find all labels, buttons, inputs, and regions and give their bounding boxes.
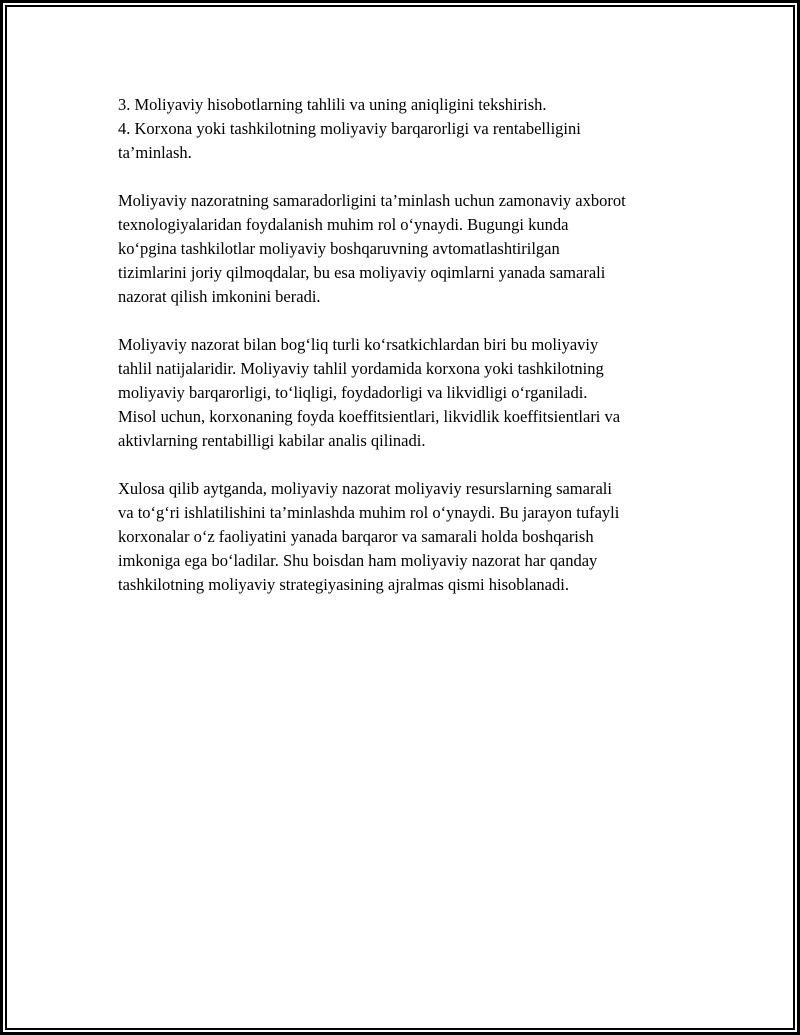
- list-item-3: 3. Moliyaviy hisobotlarning tahlili va uning aniqligini tekshirish.: [118, 95, 547, 114]
- list-item-4-continuation: ta’minlash.: [118, 143, 192, 162]
- paragraph-line: tashkilotning moliyaviy strategiyasining ajralmas qismi hisoblanadi.: [118, 575, 569, 594]
- paragraph-financial-analysis: [118, 333, 698, 453]
- list-block: [118, 93, 698, 165]
- paragraph-line: ko‘pgina tashkilotlar moliyaviy boshqaruvning avtomatlashtirilgan: [118, 239, 560, 258]
- paragraph-line: korxonalar o‘z faoliyatini yanada barqaror va samarali holda boshqarish: [118, 527, 594, 546]
- paragraph-line: Moliyaviy nazorat bilan bog‘liq turli ko‘rsatkichlardan biri bu moliyaviy: [118, 335, 599, 354]
- paragraph-information-technology: [118, 189, 698, 309]
- document-body: [118, 93, 698, 621]
- paragraph-line: moliyaviy barqarorligi, to‘liqligi, foydadorligi va likvidligi o‘rganiladi.: [118, 383, 588, 402]
- paragraph-line: Xulosa qilib aytganda, moliyaviy nazorat moliyaviy resurslarning samarali: [118, 479, 612, 498]
- paragraph-line: tizimlarini joriy qilmoqdalar, bu esa moliyaviy oqimlarni yanada samarali: [118, 263, 606, 282]
- paragraph-line: Moliyaviy nazoratning samaradorligini ta’minlash uchun zamonaviy axborot: [118, 191, 626, 210]
- paragraph-line: Misol uchun, korxonaning foyda koeffitsientlari, likvidlik koeffitsientlari va: [118, 407, 621, 426]
- paragraph-line: tahlil natijalaridir. Moliyaviy tahlil yordamida korxona yoki tashkilotning: [118, 359, 604, 378]
- paragraph-line: imkoniga ega bo‘ladilar. Shu boisdan ham moliyaviy nazorat har qanday: [118, 551, 598, 570]
- list-item-4: 4. Korxona yoki tashkilotning moliyaviy barqarorligi va rentabelligini: [118, 119, 581, 138]
- paragraph-line: texnologiyalaridan foydalanish muhim rol o‘ynaydi. Bugungi kunda: [118, 215, 569, 234]
- paragraph-line: aktivlarning rentabilligi kabilar analis qilinadi.: [118, 431, 426, 450]
- paragraph-line: nazorat qilish imkonini beradi.: [118, 287, 321, 306]
- paragraph-line: va to‘g‘ri ishlatilishini ta’minlashda muhim rol o‘ynaydi. Bu jarayon tufayli: [118, 503, 620, 522]
- paragraph-conclusion: [118, 477, 698, 597]
